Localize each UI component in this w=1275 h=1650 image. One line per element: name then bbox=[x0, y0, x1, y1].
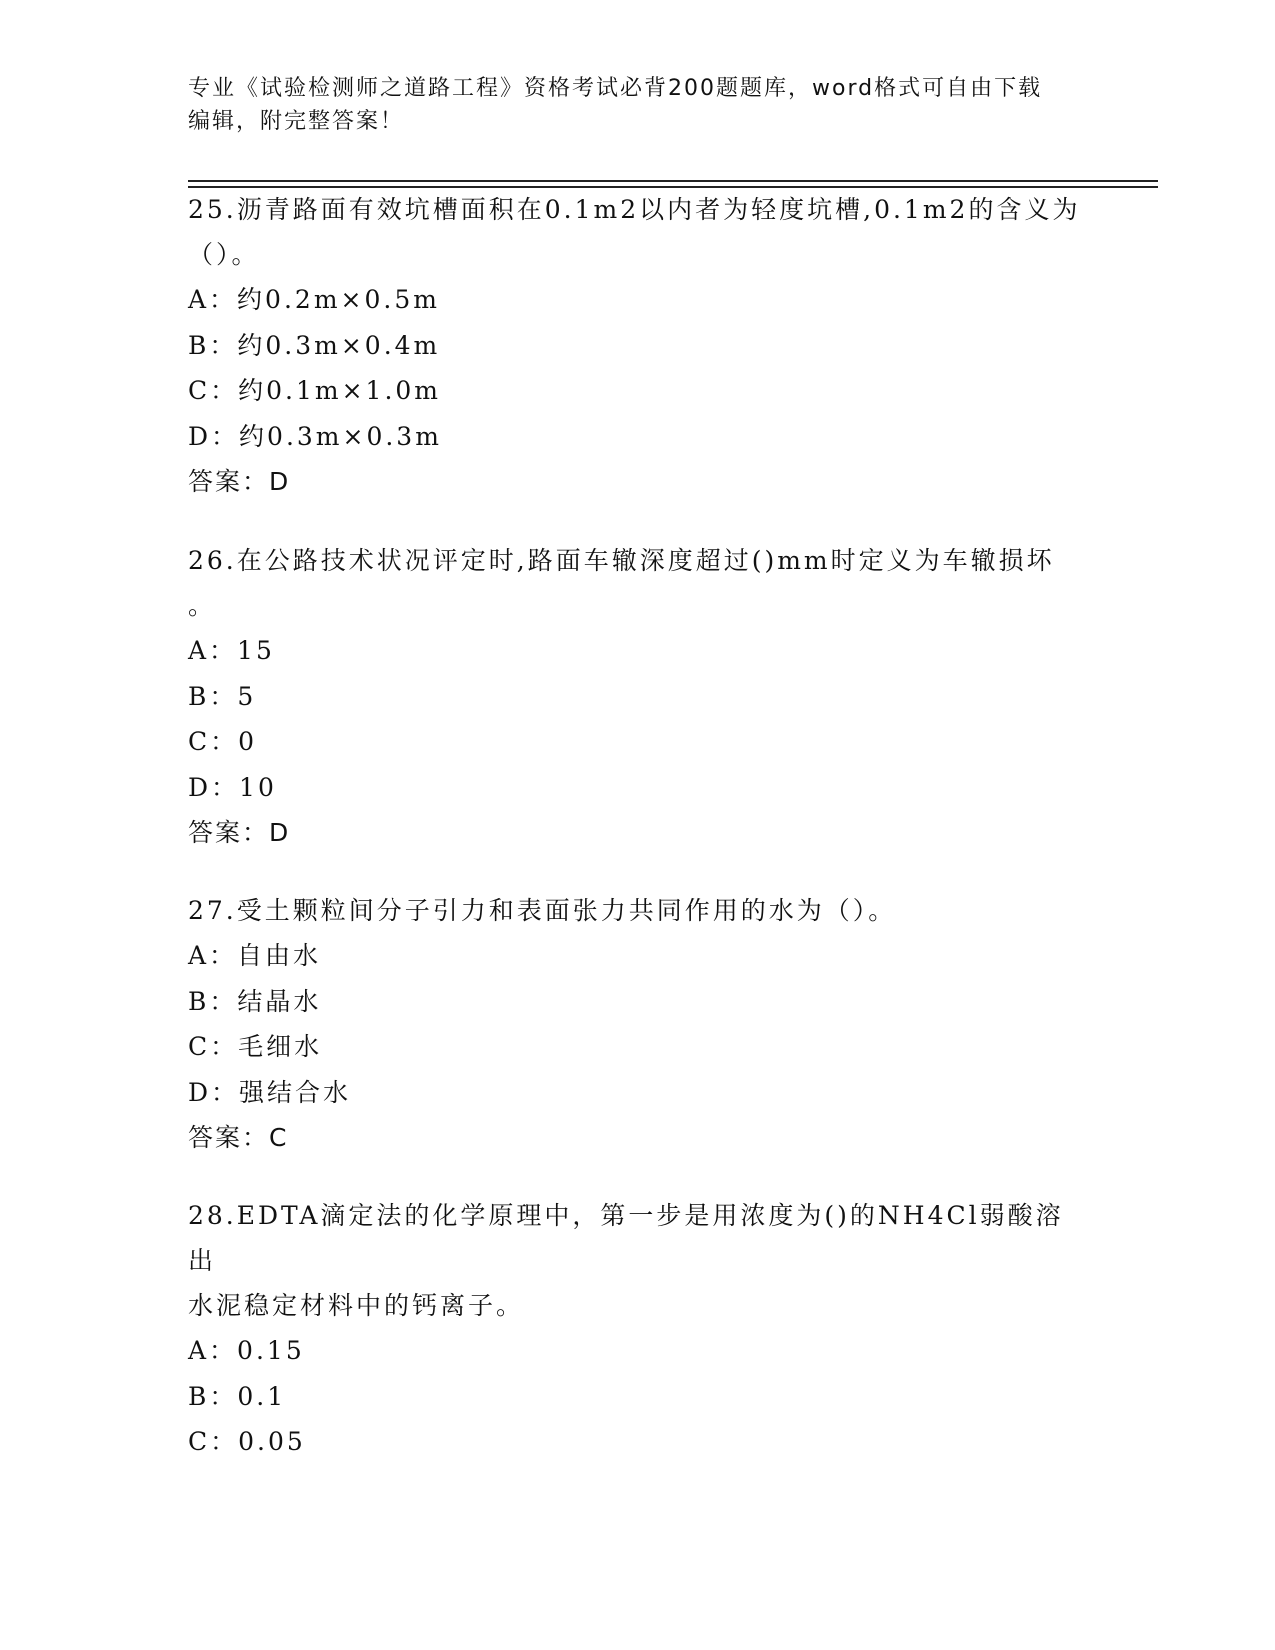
question-stem-continued: （）。 bbox=[188, 240, 260, 269]
option-c: C：0 bbox=[188, 727, 258, 756]
option-b: B：约0.3m×0.4m bbox=[188, 330, 441, 360]
answer: 答案：D bbox=[188, 467, 291, 496]
option-c: C：约0.1m×1.0m bbox=[188, 376, 442, 405]
option-b: B：5 bbox=[188, 681, 257, 711]
option-a: A：0.15 bbox=[188, 1336, 305, 1365]
option-c: C：毛细水 bbox=[188, 1032, 323, 1061]
option-d: D：强结合水 bbox=[188, 1077, 352, 1107]
question-stem-continued: 水泥稳定材料中的钙离子。 bbox=[188, 1291, 525, 1320]
header-line-1: 专业《试验检测师之道路工程》资格考试必背200题题库，word格式可自由下载 bbox=[188, 76, 1043, 101]
option-b: B：结晶水 bbox=[188, 986, 322, 1016]
option-a: A：自由水 bbox=[188, 941, 322, 970]
question-26 bbox=[188, 538, 1088, 856]
question-stem: 26.在公路技术状况评定时,路面车辙深度超过()mm时定义为车辙损坏 bbox=[188, 546, 1055, 575]
question-stem: 27.受土颗粒间分子引力和表面张力共同作用的水为（）。 bbox=[188, 896, 897, 925]
option-d: D：10 bbox=[188, 772, 277, 802]
answer: 答案：C bbox=[188, 1123, 289, 1152]
question-stem: 28.EDTA滴定法的化学原理中，第一步是用浓度为()的NH4Cl弱酸溶出 bbox=[188, 1201, 1064, 1275]
header-line-2: 编辑，附完整答案！ bbox=[188, 109, 405, 134]
question-27 bbox=[188, 888, 1088, 1161]
document-header bbox=[188, 72, 1068, 138]
question-stem-continued: 。 bbox=[188, 591, 217, 620]
option-c: C：0.05 bbox=[188, 1427, 306, 1456]
option-a: A：约0.2m×0.5m bbox=[188, 285, 440, 314]
option-b: B：0.1 bbox=[188, 1381, 287, 1411]
option-a: A：15 bbox=[188, 636, 275, 665]
header-divider-top bbox=[188, 180, 1158, 182]
question-stem: 25.沥青路面有效坑槽面积在0.1m2以内者为轻度坑槽,0.1m2的含义为 bbox=[188, 195, 1081, 224]
option-d: D：约0.3m×0.3m bbox=[188, 421, 442, 451]
question-28 bbox=[188, 1193, 1088, 1465]
answer: 答案：D bbox=[188, 818, 291, 847]
question-25 bbox=[188, 187, 1088, 505]
